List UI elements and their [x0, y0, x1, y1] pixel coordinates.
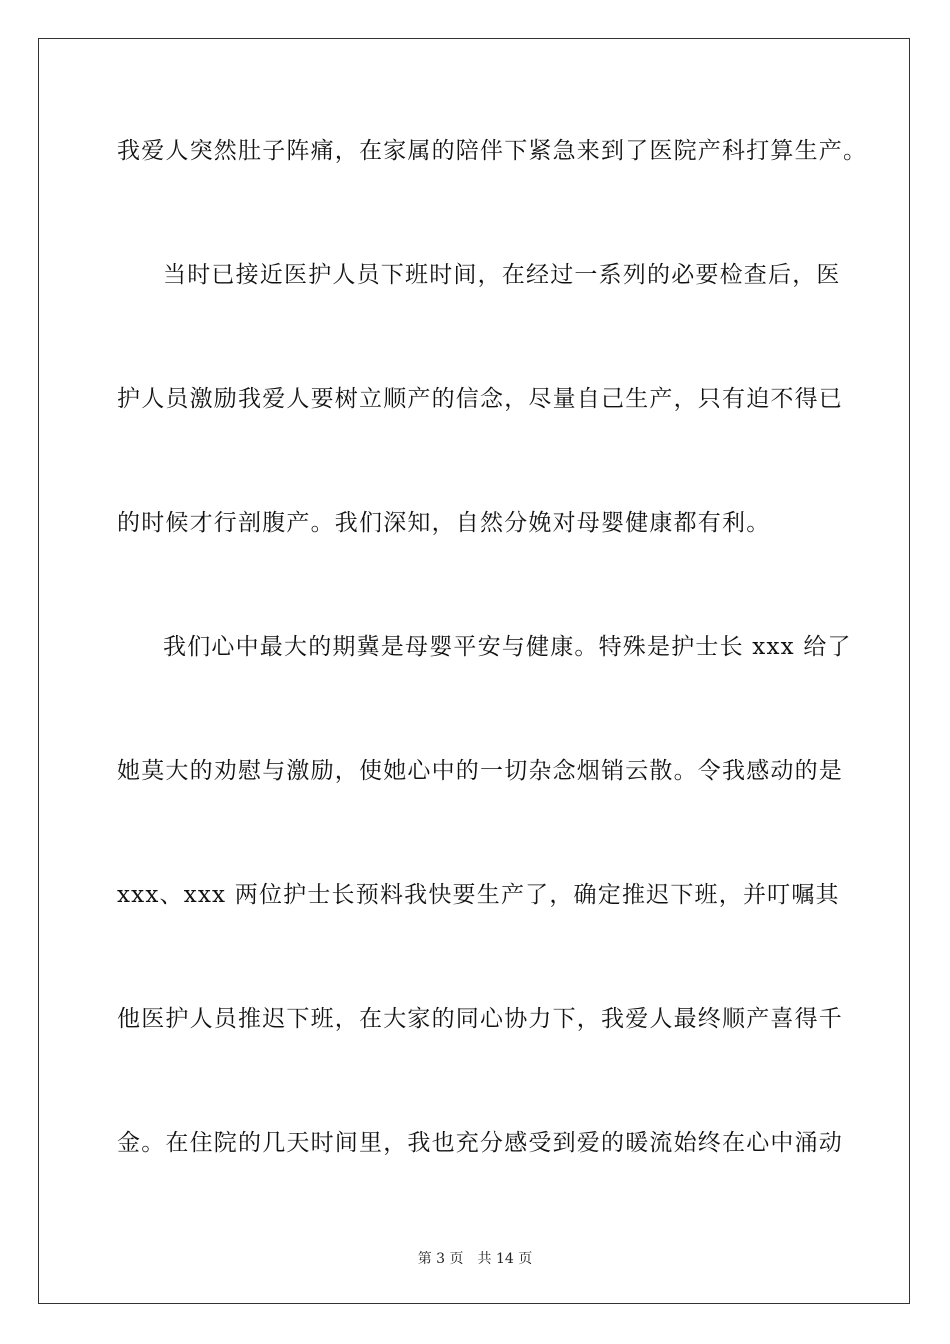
page-total: 共 14 页 — [477, 1251, 533, 1267]
text-line: 她莫大的劝慰与激励，使她心中的一切杂念烟销云散。令我感动的是 — [117, 758, 843, 784]
page-number: 第 3 页 — [417, 1251, 464, 1267]
text-line: 我爱人突然肚子阵痛，在家属的陪伴下紧急来到了医院产科打算生产。 — [117, 138, 868, 164]
page-footer — [0, 1248, 950, 1268]
text-line: 他医护人员推迟下班，在大家的同心协力下，我爱人最终顺产喜得千 — [117, 1006, 843, 1032]
page-frame — [38, 38, 910, 1304]
text-line: xxx、xxx 两位护士长预料我快要生产了，确定推迟下班，并叮嘱其 — [117, 882, 840, 908]
text-line: 金。在住院的几天时间里，我也充分感受到爱的暖流始终在心中涌动 — [117, 1130, 843, 1156]
text-line: 的时候才行剖腹产。我们深知，自然分娩对母婴健康都有利。 — [117, 510, 771, 536]
text-line: 护人员激励我爱人要树立顺产的信念，尽量自己生产，只有迫不得已 — [117, 386, 843, 412]
text-line: 当时已接近医护人员下班时间，在经过一系列的必要检查后，医 — [163, 262, 841, 288]
text-line: 我们心中最大的期冀是母婴平安与健康。特殊是护士长 xxx 给了 — [163, 634, 852, 660]
